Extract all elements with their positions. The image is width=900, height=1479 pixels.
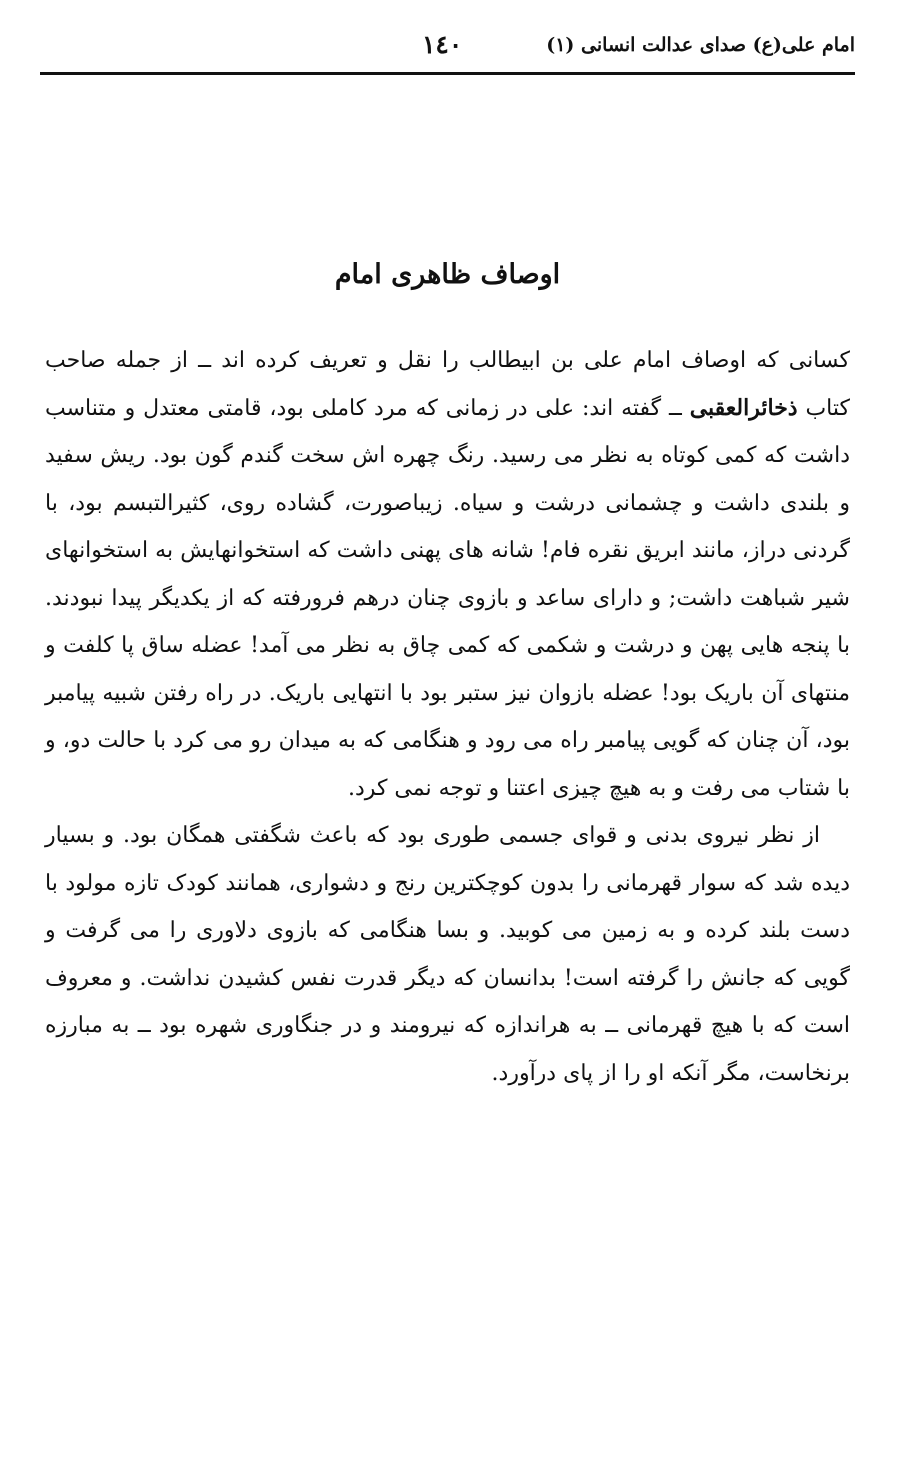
book-title: امام علی(ع) صدای عدالت انسانی (۱) xyxy=(546,34,855,56)
paragraph-1-text-start: کسانی که اوصاف امام علی بن ابیطالب را نقل و تعریف کرده اند ــ از جمله صاحب کتاب xyxy=(45,348,850,421)
body-text xyxy=(45,337,850,1097)
page-header xyxy=(40,28,855,72)
page-number: ١٤٠ xyxy=(422,30,463,59)
paragraph-2: از نظر نیروی بدنی و قوای جسمی طوری بود که باعث شگفتی همگان بود. و بسیار دیده شد که سوار قهرمانی را بدون کوچکترین رنج و دشواری، همانند کودک تازه مولود با دست بلند کرده و به زمین می کوبید. و بسا هنگامی که بازوی دلاوری را می گرفت و گویی که جانش را گرفته است! بدانسان که دیگر قدرت نفس کشیدن نداشت. و معروف است که با هیچ قهرمانی ــ به هراندازه که نیرومند و در جنگاوری شهره بود ــ به مبارزه برنخاست، مگر آنکه او را از پای درآورد. xyxy=(45,823,850,1086)
section-title: اوصاف ظاهری امام xyxy=(334,259,561,290)
paragraph-1-text-end: ــ گفته اند: علی در زمانی که مرد کاملی بود، قامتی معتدل و متناسب داشت که کمی کوتاه به نظر می رسید. رنگ چهره اش سخت گندم گون بود. ریش سفید و بلندی داشت و چشمانی درشت و سیاه. زیباصورت، گشاده روی، کثیرالتبسم بود، با گردنی دراز، مانند ابریق نقره فام! شانه های پهنی داشت که استخوانهایش به استخوانهای شیر شباهت داشت; و دارای ساعد و بازوی چنان درهم فرورفته که از یکدیگر پیدا نبودند. با پنجه هایی پهن و درشت و شکمی که کمی چاق به نظر می آمد! عضله ساق پا کلفت و منتهای آن باریک بود! عضله بازوان نیز ستبر بود با انتهایی باریک. در راه رفتن شبیه پیامبر بود، آن چنان که گویی پیامبر راه می رود و هنگامی که به میدان رو می کرد با حالت دو، و با شتاب می رفت و به هیچ چیزی اعتنا و توجه نمی کرد. xyxy=(45,395,850,801)
header-divider xyxy=(40,72,855,75)
book-name-bold: ذخائرالعقبی xyxy=(689,394,798,421)
paragraph-1 xyxy=(45,337,850,812)
